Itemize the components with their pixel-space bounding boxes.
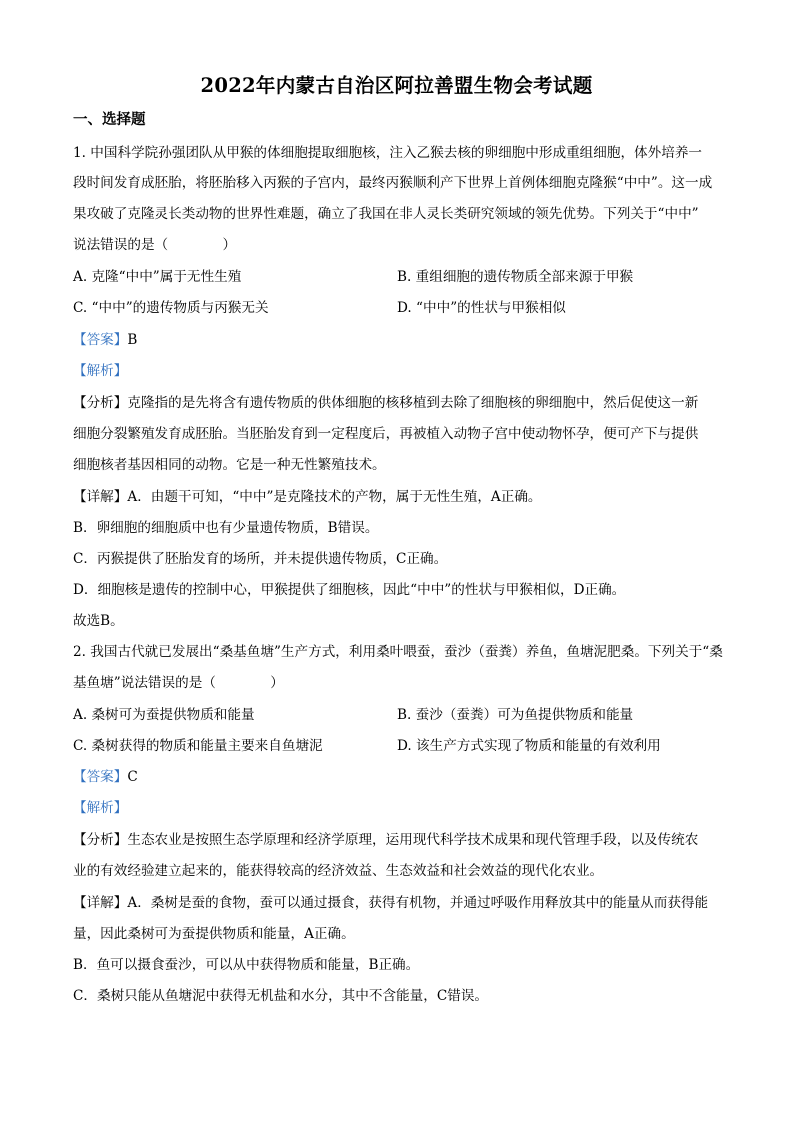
q2-detail-line: B．鱼可以摄食蚕沙，可以从中获得物质和能量，B正确。 xyxy=(73,957,420,973)
fenxi-text: 生态农业是按照生态学原理和经济学原理，运用现代科学技术成果和现代管理手段，以及传统农 xyxy=(127,832,699,848)
detail-text: A．桑树是蚕的食物，蚕可以通过摄食，获得有机物，并通过呼吸作用释放其中的能量从而获得能 xyxy=(127,895,709,911)
detail-label: 【详解】 xyxy=(73,489,128,505)
q2-answer xyxy=(73,765,138,785)
q2-detail-line: C．桑树只能从鱼塘泥中获得无机盐和水分，其中不含能量，C错误。 xyxy=(73,988,489,1004)
q1-option-b: B. 重组细胞的遗传物质全部来源于甲猴 xyxy=(397,269,634,285)
q1-fenxi-line: 细胞核者基因相同的动物。它是一种无性繁殖技术。 xyxy=(73,457,386,473)
document-title: 2022年内蒙古自治区阿拉善盟生物会考试题 xyxy=(200,74,593,97)
detail-text: A．由题干可知，“中中”是克隆技术的产物，属于无性生殖，A正确。 xyxy=(127,489,542,505)
q1-answer xyxy=(73,328,137,348)
q2-option-c: C. 桑树获得的物质和能量主要来自鱼塘泥 xyxy=(73,738,323,754)
q2-detail-line xyxy=(73,891,708,911)
q2-detail-line: 量，因此桑树可为蚕提供物质和能量，A正确。 xyxy=(73,926,355,942)
q1-detail-line: B．卵细胞的细胞质中也有少量遗传物质，B错误。 xyxy=(73,520,379,536)
q2-stem-line: 2. 我国古代就已发展出“桑基鱼塘”生产方式，利用桑叶喂蚕，蚕沙（蚕粪）养鱼，鱼塘泥肥桑。下列关于“桑 xyxy=(73,644,723,660)
detail-label: 【详解】 xyxy=(73,895,128,911)
q1-option-c: C. “中中”的遗传物质与丙猴无关 xyxy=(73,300,269,316)
q1-detail-line: 故选B。 xyxy=(73,613,124,629)
q2-analysis-label: 【解析】 xyxy=(73,800,128,816)
q1-stem-line: 段时间发育成胚胎，将胚胎移入丙猴的子宫内，最终丙猴顺利产下世界上首例体细胞克隆猴“中中”。这一成 xyxy=(73,175,713,191)
q2-option-b: B. 蚕沙（蚕粪）可为鱼提供物质和能量 xyxy=(397,707,634,723)
q1-fenxi-line: 细胞分裂繁殖发育成胚胎。当胚胎发育到一定程度后，再被植入动物子宫中使动物怀孕，便可产下与提供 xyxy=(73,426,699,442)
answer-value: B xyxy=(127,332,138,348)
q1-fenxi-line xyxy=(73,391,698,411)
answer-label: 【答案】 xyxy=(73,332,128,348)
answer-value: C xyxy=(127,769,138,785)
q1-detail-line xyxy=(73,485,542,505)
q1-stem-line: 1. 中国科学院孙强团队从甲猴的体细胞提取细胞核，注入乙猴去核的卵细胞中形成重组细胞，体外培养一 xyxy=(73,145,703,161)
q1-stem-line: 说法错误的是（ ） xyxy=(73,237,237,253)
fenxi-label: 【分析】 xyxy=(73,832,128,848)
q2-option-a: A. 桑树可为蚕提供物质和能量 xyxy=(73,707,255,723)
q1-option-a: A. 克隆“中中”属于无性生殖 xyxy=(73,269,242,285)
q2-fenxi-line: 业的有效经验建立起来的，能获得较高的经济效益、生态效益和社会效益的现代化农业。 xyxy=(73,863,604,879)
section-heading: 一、选择题 xyxy=(73,111,146,128)
q1-detail-line: C．丙猴提供了胚胎发育的场所，并未提供遗传物质，C正确。 xyxy=(73,551,448,567)
fenxi-label: 【分析】 xyxy=(73,395,128,411)
q1-detail-line: D．细胞核是遗传的控制中心，甲猴提供了细胞核，因此“中中”的性状与甲猴相似，D正确。 xyxy=(73,582,626,598)
q2-option-d: D. 该生产方式实现了物质和能量的有效利用 xyxy=(397,738,661,754)
q2-fenxi-line xyxy=(73,828,698,848)
fenxi-text: 克隆指的是先将含有遗传物质的供体细胞的核移植到去除了细胞核的卵细胞中，然后促使这一新 xyxy=(127,395,699,411)
q1-stem-line: 果攻破了克隆灵长类动物的世界性难题，确立了我国在非人灵长类研究领域的领先优势。下列关于“中中” xyxy=(73,206,699,222)
q1-option-d: D. “中中”的性状与甲猴相似 xyxy=(397,300,566,316)
q2-stem-line: 基鱼塘”说法错误的是（ ） xyxy=(73,675,284,691)
answer-label: 【答案】 xyxy=(73,769,128,785)
q1-analysis-label: 【解析】 xyxy=(73,363,128,379)
